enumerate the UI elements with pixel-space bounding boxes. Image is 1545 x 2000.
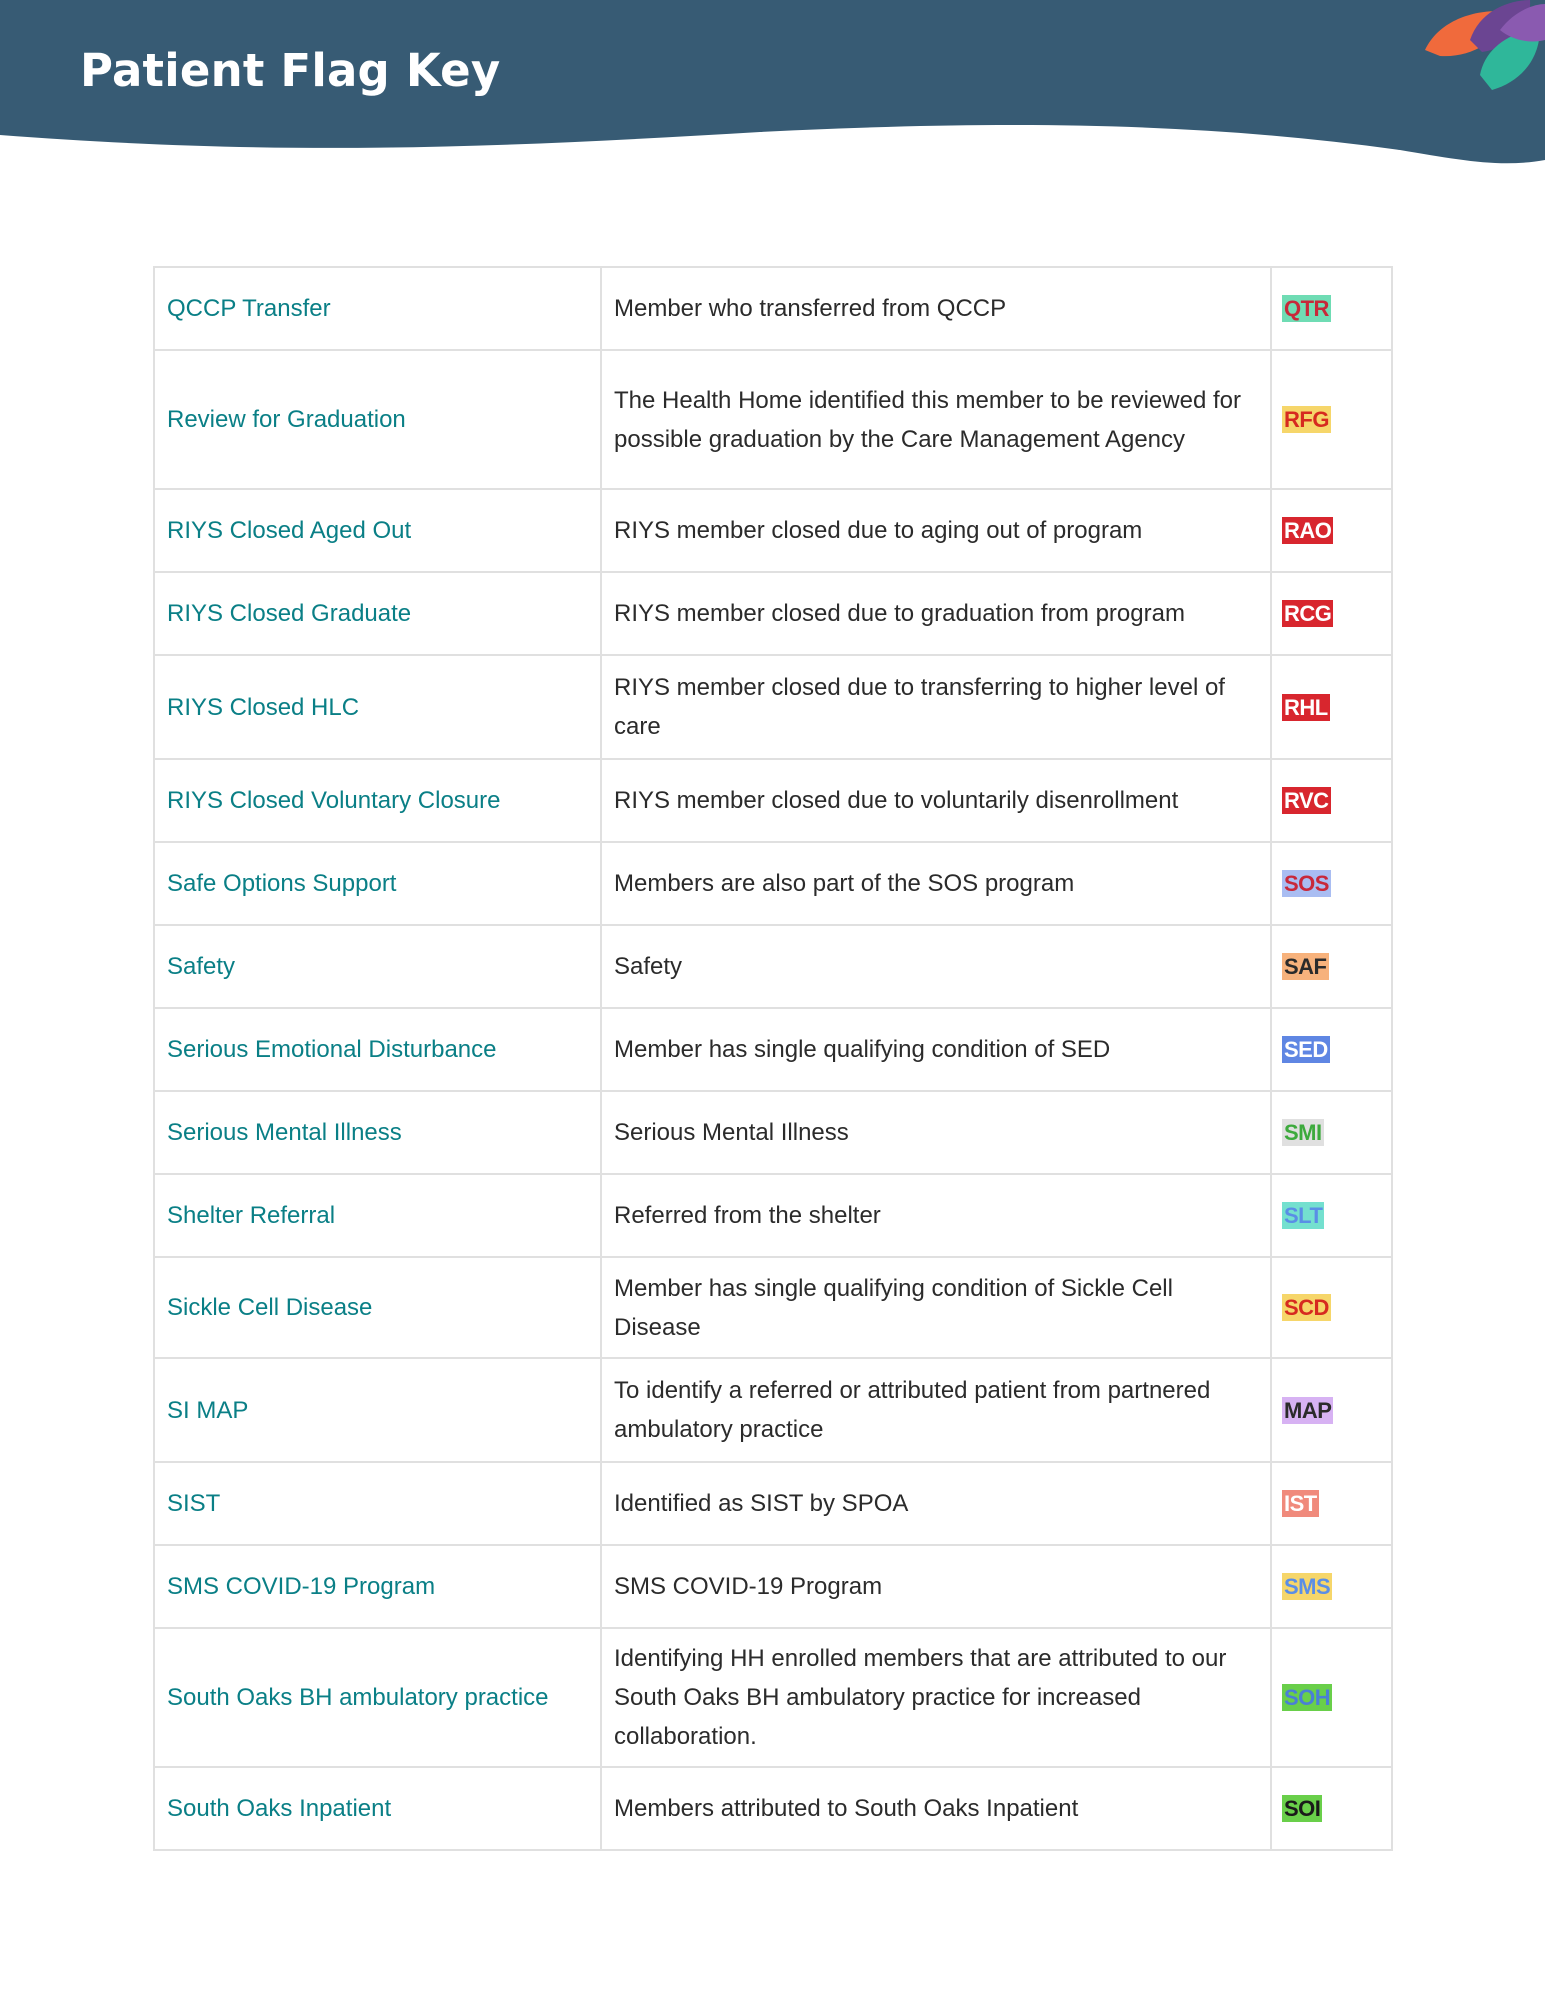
- flag-description: Referred from the shelter: [601, 1174, 1271, 1257]
- flag-code-cell: [1271, 1358, 1392, 1462]
- flag-name: RIYS Closed Aged Out: [154, 489, 601, 572]
- flag-badge: SAF: [1284, 954, 1327, 979]
- flag-description: Member has single qualifying condition of SED: [601, 1008, 1271, 1091]
- flag-name: Safe Options Support: [154, 842, 601, 925]
- table-row: [154, 1008, 1392, 1091]
- flag-badge: RFG: [1284, 407, 1329, 432]
- flag-name: Serious Mental Illness: [154, 1091, 601, 1174]
- flag-name: Shelter Referral: [154, 1174, 601, 1257]
- flag-badge: SOH: [1284, 1685, 1331, 1710]
- flag-code-cell: [1271, 1091, 1392, 1174]
- flag-code-cell: [1271, 1628, 1392, 1767]
- table-row: [154, 350, 1392, 489]
- flag-description: Identifying HH enrolled members that are attributed to our South Oaks BH ambulatory practice for increased collaboration.: [601, 1628, 1271, 1767]
- flag-badge: RVC: [1284, 788, 1329, 813]
- flag-code-cell: [1271, 1257, 1392, 1358]
- flag-name: RIYS Closed Voluntary Closure: [154, 759, 601, 842]
- flag-badge: SMI: [1284, 1120, 1322, 1145]
- flag-badge: SED: [1284, 1037, 1328, 1062]
- flag-code-cell: [1271, 1767, 1392, 1850]
- flag-description: RIYS member closed due to aging out of program: [601, 489, 1271, 572]
- flag-code-cell: [1271, 1462, 1392, 1545]
- table-row: [154, 1545, 1392, 1628]
- flag-name: Review for Graduation: [154, 350, 601, 489]
- flag-name: SI MAP: [154, 1358, 601, 1462]
- flag-name: Sickle Cell Disease: [154, 1257, 601, 1358]
- flag-description: SMS COVID-19 Program: [601, 1545, 1271, 1628]
- flag-badge: SCD: [1284, 1295, 1329, 1320]
- table-row: [154, 1358, 1392, 1462]
- table-row: [154, 759, 1392, 842]
- flag-badge: RAO: [1284, 518, 1332, 543]
- table-row: [154, 1174, 1392, 1257]
- flag-description: Member who transferred from QCCP: [601, 267, 1271, 350]
- flag-description: Member has single qualifying condition of Sickle Cell Disease: [601, 1257, 1271, 1358]
- page-header: [0, 0, 1545, 170]
- flag-code-cell: [1271, 572, 1392, 655]
- flag-description: The Health Home identified this member to be reviewed for possible graduation by the Care Management Agency: [601, 350, 1271, 489]
- flag-description: RIYS member closed due to graduation from program: [601, 572, 1271, 655]
- flag-code-cell: [1271, 842, 1392, 925]
- patient-flag-table: [153, 266, 1393, 1851]
- flag-name: South Oaks Inpatient: [154, 1767, 601, 1850]
- table-row: [154, 925, 1392, 1008]
- table-row: [154, 572, 1392, 655]
- table-row: [154, 1257, 1392, 1358]
- flag-code-cell: [1271, 1008, 1392, 1091]
- flag-description: Identified as SIST by SPOA: [601, 1462, 1271, 1545]
- table-row: [154, 842, 1392, 925]
- flag-name: Serious Emotional Disturbance: [154, 1008, 601, 1091]
- flag-description: Serious Mental Illness: [601, 1091, 1271, 1174]
- flag-badge: RHL: [1284, 694, 1328, 720]
- table-row: [154, 1091, 1392, 1174]
- flag-code-cell: [1271, 655, 1392, 759]
- flag-badge: SOS: [1284, 871, 1329, 896]
- flag-name: SMS COVID-19 Program: [154, 1545, 601, 1628]
- flag-badge: QTR: [1284, 296, 1329, 321]
- flag-name: QCCP Transfer: [154, 267, 601, 350]
- table-row: [154, 489, 1392, 572]
- flag-badge: IST: [1284, 1491, 1317, 1516]
- flag-description: RIYS member closed due to voluntarily disenrollment: [601, 759, 1271, 842]
- flag-code-cell: [1271, 267, 1392, 350]
- flag-code-cell: [1271, 489, 1392, 572]
- flag-code-cell: [1271, 1545, 1392, 1628]
- flag-code-cell: [1271, 1174, 1392, 1257]
- table-row: [154, 655, 1392, 759]
- flag-badge: MAP: [1284, 1397, 1332, 1423]
- flag-description: Safety: [601, 925, 1271, 1008]
- flag-badge: SMS: [1284, 1574, 1331, 1599]
- flag-description: To identify a referred or attributed patient from partnered ambulatory practice: [601, 1358, 1271, 1462]
- flag-badge: SLT: [1284, 1203, 1323, 1228]
- page-title: Patient Flag Key: [80, 44, 501, 97]
- flag-badge: SOI: [1284, 1796, 1321, 1821]
- flag-name: South Oaks BH ambulatory practice: [154, 1628, 601, 1767]
- flag-badge: RCG: [1284, 601, 1332, 626]
- table-row: [154, 1767, 1392, 1850]
- table-row: [154, 1628, 1392, 1767]
- flag-name: SIST: [154, 1462, 601, 1545]
- flag-name: Safety: [154, 925, 601, 1008]
- flag-name: RIYS Closed HLC: [154, 655, 601, 759]
- flag-description: Members attributed to South Oaks Inpatient: [601, 1767, 1271, 1850]
- flag-description: Members are also part of the SOS program: [601, 842, 1271, 925]
- table-row: [154, 1462, 1392, 1545]
- flag-description: RIYS member closed due to transferring to higher level of care: [601, 655, 1271, 759]
- flag-table-body: [154, 267, 1392, 1850]
- flag-code-cell: [1271, 350, 1392, 489]
- flag-code-cell: [1271, 925, 1392, 1008]
- flag-code-cell: [1271, 759, 1392, 842]
- table-row: [154, 267, 1392, 350]
- flag-name: RIYS Closed Graduate: [154, 572, 601, 655]
